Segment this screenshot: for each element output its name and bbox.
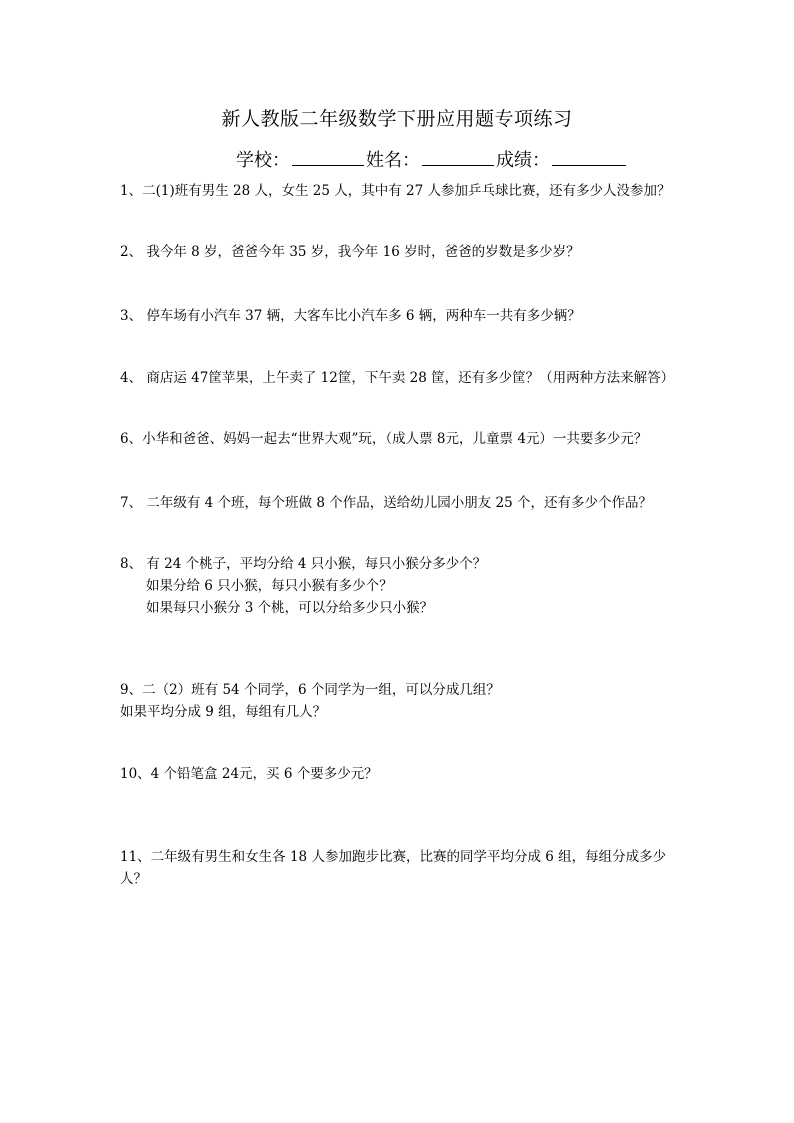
question-text: 2、 我今年 8 岁，爸爸今年 35 岁，我今年 16 岁时，爸爸的岁数是多少岁？ bbox=[120, 244, 580, 260]
question-9 bbox=[120, 679, 690, 723]
score-label: 成绩： bbox=[496, 150, 550, 171]
question-2 bbox=[120, 241, 690, 263]
question-text: 8、 有 24 个桃子，平均分给 4 只小猴，每只小猴分多少个？ bbox=[120, 556, 487, 572]
name-blank bbox=[422, 147, 494, 166]
question-subtext: 如果平均分成 9 组，每组有几人？ bbox=[120, 704, 327, 720]
question-4 bbox=[120, 367, 690, 389]
question-11 bbox=[120, 846, 690, 890]
question-subtext: 如果每只小猴分 3 个桃，可以分给多少只小猴？ bbox=[146, 600, 434, 616]
question-8 bbox=[120, 553, 690, 619]
question-text: 3、 停车场有小汽车 37 辆，大客车比小汽车多 6 辆，两种车一共有多少辆？ bbox=[120, 308, 581, 324]
question-6 bbox=[120, 428, 690, 450]
question-1 bbox=[120, 180, 690, 202]
score-blank bbox=[552, 147, 626, 166]
student-info-line bbox=[236, 146, 628, 172]
question-10 bbox=[120, 763, 690, 785]
question-text: 9、二（2）班有 54 个同学，6 个同学为一组，可以分成几组？ bbox=[120, 682, 500, 698]
question-text: 4、 商店运 47筐苹果，上午卖了 12筐，下午卖 28 筐，还有多少筐？（用两种方法来解答） bbox=[120, 370, 675, 386]
school-label: 学校： bbox=[236, 150, 290, 171]
worksheet-title: 新人教版二年级数学下册应用题专项练习 bbox=[221, 108, 573, 130]
question-text: 11、二年级有男生和女生各 18 人参加跑步比赛，比赛的同学平均分成 6 组，每组分成多少 bbox=[120, 849, 667, 865]
question-text: 10、4 个铅笔盒 24元，买 6 个要多少元？ bbox=[120, 766, 378, 782]
question-text: 1、二(1)班有男生 28 人，女生 25 人，其中有 27 人参加乒乓球比赛，还有多少人没参加？ bbox=[120, 183, 671, 199]
name-label: 姓名： bbox=[366, 150, 420, 171]
question-subtext: 如果分给 6 只小猴，每只小猴有多少个？ bbox=[146, 578, 393, 594]
question-subtext: 人？ bbox=[120, 871, 147, 887]
school-blank bbox=[292, 147, 364, 166]
question-3 bbox=[120, 305, 690, 327]
question-text: 7、 二年级有 4 个班，每个班做 8 个作品，送给幼儿园小朋友 25 个，还有多少个作品？ bbox=[120, 495, 652, 511]
question-7 bbox=[120, 492, 690, 514]
question-text: 6、小华和爸爸、妈妈一起去“世界大观”玩，（成人票 8元，儿童票 4元）一共要多少元？ bbox=[120, 431, 648, 447]
